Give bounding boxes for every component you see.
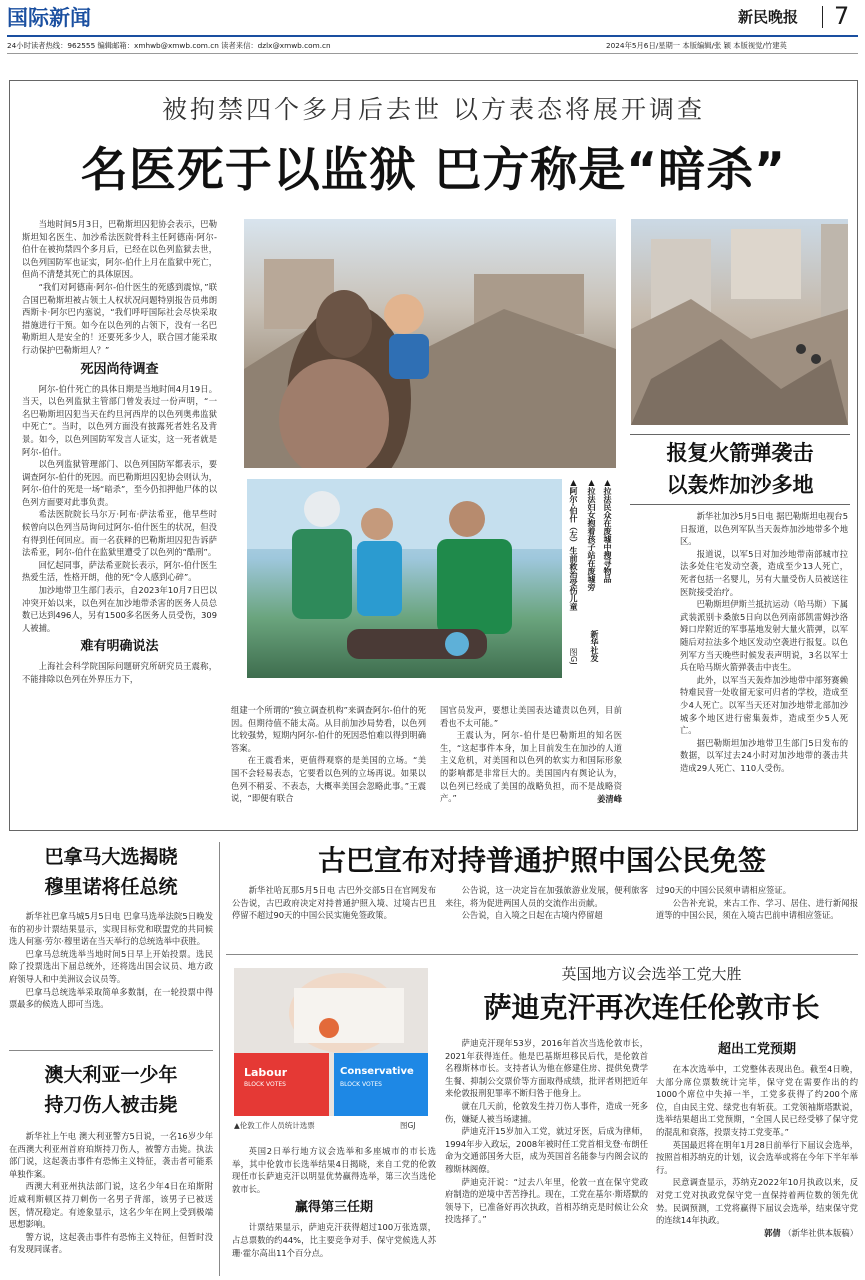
cuba-column-2 [445,884,648,944]
australia-headline-line-1: 澳大利亚一少年 [44,1064,178,1086]
photo-vote-illustration [234,968,428,1116]
ballot-labour-sub: BLOCK VOTES [244,1081,286,1088]
london-column-a [232,1145,436,1276]
london-column-c [656,1037,858,1276]
panama-headline [9,842,213,902]
photo-doctor-illustration [247,479,562,678]
cuba-para: 公告补充说，来古工作、学习、居住、进行新闻报道等的中国公民，须在入境古巴前申请相应签证。 [656,897,858,921]
page-divider [822,6,823,28]
london-para: 在本次选举中，工党整体表现出色。截至4日晚，大部分席位票数统计完毕，保守党在需要作出的约1000个席位中失掉一半，工党多获得了约200个席位，自由民主党、绿党也有斩获。工党领袖斯塔默说，选举结果超出工党预期，“全国人民已经受够了保守党的混乱和衰落，投票支持工党变革。” [656,1064,858,1137]
lead-para: 在王震看来，更值得观察的是美国的立场。“美国不会轻易表态，它要看以色列的立场再说。如果以色列不稍妥、不表态，大概率美国会忽略此事。”王震说，“即便有联合 [231,755,426,804]
london-author-name: 郭倩 [764,1227,781,1238]
rocket-bottom-rule [630,504,850,505]
subhead-no-clear-answer: 难有明确说法 [80,639,159,655]
australia-para: 新华社上午电 澳大利亚警方5日说，一名16岁少年在西澳大利亚州首府珀斯持刀伤人，被警方击毙。执法部门说，这起袭击事件有恐怖主义特征，袭击者可能系单独作案。 [9,1131,213,1179]
subhead-cause-of-death: 死因尚待调查 [80,361,159,377]
rocket-headline [630,437,850,501]
masthead-rule-thin [7,53,858,54]
australia-para: 警方说，这起袭击事件有恐怖主义特征，但暂时没有发现同谋者。 [9,1231,213,1255]
section-title: 国际新闻 [7,6,91,30]
panama-para: 巴拿马总统选举采取简单多数制，在一轮投票中得票最多的候选人即可当选。 [9,986,213,1010]
subhead-exceeds-expectation: 超出工党预期 [717,1042,796,1057]
london-column-b [445,1037,648,1276]
cuba-para: 公告说，自入境之日起在古境内停留超 [461,910,603,921]
london-para: 萨迪克汗15岁加入工党，就过牙医，后成为律师，1994年步入政坛，2008年被时任工党首相戈登·布朗任命为交通部国务大臣，成为英国首名能参与内阁会议的穆斯林阁僚。 [445,1126,648,1174]
lead-para: 王震认为，阿尔-伯什是巴勒斯坦的知名医生，“这起事件本身，加上目前发生在加沙的人道主义危机，对美国和以色列的软实力和国际形象的影响都是非常巨大的。美国国内有舆论认为，以色列已经成了美国的战略负担，而不是战略资产。” [440,730,622,804]
masthead-rule [7,35,858,37]
lead-para: 当地时间5月3日，巴勒斯坦囚犯协会表示，巴勒斯坦知名医生、加沙希法医院骨科主任阿德南·阿尔-伯什在被拘禁四个多月后，已经在以色列监狱去世，以色列国防军也证实，阿尔-伯什上月在监狱中死亡，但尚不清楚其死亡的具体原因。 [22,219,217,280]
lead-para: 回忆起同事，萨法希亚院长表示，阿尔-伯什医生热爱生活，性格开朗，他的死“令人感到心碎”。 [22,559,217,583]
london-para: 计票结果显示，萨迪克汗获得超过100万张选票，占总票数的约44%，比主要竞争对手、保守党候选人苏珊·霍尔高出11个百分点。 [232,1222,436,1258]
vertical-divider [219,842,220,1276]
caption-rafah-woman: ▲拉法妇女抱着孩子站在废墟旁 [587,478,596,591]
date-line: 2024年5月6日/星期一 本版编辑/张 颖 本版视觉/竹建英 [606,41,787,50]
rocket-para: 巴勒斯坦伊斯兰抵抗运动（哈马斯）下属武装派别卡桑旅5日向以色列南部凯雷姆沙洛姆口岸附近的军事基地发射大量火箭弹，以军随后对拉法多个地区发动空袭进行报复。以色列军方当天晚些时候发表声明说，3名以军士兵在哈马斯火箭弹袭击中丧生。 [680,599,848,673]
caption-rafah-search: ▲拉法民众在废墟中搜寻物品 [603,478,612,583]
left-divider [9,1050,213,1051]
lead-kicker: 被拘禁四个多月后去世 以方表态将展开调查 [162,95,705,124]
lead-para: 上海社会科学院国际问题研究所研究员王震称，不能排除以色列在外界压力下， [22,661,217,684]
australia-body [9,1130,213,1276]
hotline-line: 24小时读者热线：962555 编辑邮箱：xmhwb@xmwb.com.cn 读者来信：dzlx@xmwb.com.cn [7,41,331,50]
panama-para: 巴拿马总统选举当地时间5日早上开始投票。选民除了投票选出下届总统外，还将选出国会议员、地方政府领导人和中美洲议会议员等。 [9,948,213,984]
lead-para: 加沙地带卫生部门表示，自2023年10月7日巴以冲突开始以来，以色列在加沙地带杀害的医务人员总数已达到496人，另有1500多名医务人员受伤，309人被捕。 [22,585,217,633]
photo-rafah-illustration [244,219,616,468]
cuba-column-3 [656,884,858,944]
rocket-top-rule [630,434,850,435]
panama-para: 新华社巴拿马城5月5日电 巴拿马选举法院5日晚发布的初步计票结果显示，实现目标党和联盟党的共同候选人何塞·劳尔·穆里诺在当天举行的总统选举中获胜。 [9,911,213,947]
panama-body [9,910,213,1043]
photo-destroyed-buildings [631,219,848,425]
photo-doctor-treating-child [247,479,562,678]
lead-para: 希法医院院长马尔万·阿布·萨法希亚，他早些时候曾向以色列当局询问过阿尔-伯什医生的状况，但没有得到任何回应。而一名获释的巴勒斯坦囚犯告诉萨法希亚，阿尔-伯什在监狱里遭受了以色列的“酷刑”。 [22,509,217,558]
rocket-para: 报道说，以军5日对加沙地带南部城市拉法多处住宅发动空袭，造成至少13人死亡，死者包括一名婴儿，另有大量受伤人员被送往医院接受治疗。 [680,548,848,597]
cuba-para: 公告说，这一决定旨在加强旅游业发展，便利旅客来往，将为促进两国人员的交流作出贡献。 [445,885,648,908]
rocket-body [680,510,848,822]
rocket-para: 据巴勒斯坦加沙地带卫生部门5日发布的数据，以军过去24小时对加沙地带的袭击共造成29人死亡、110人受伤。 [680,737,848,773]
london-photo-caption: ▲伦敦工作人员统计选票 [234,1121,315,1130]
panama-headline-line-2: 穆里诺将任总统 [44,876,178,898]
australia-headline [9,1060,213,1120]
london-para: 英国2日举行地方议会选举和多座城市的市长选举，其中伦敦市长选举结果4日揭晓，来自工党的伦敦现任市长萨迪克汗以明显优势赢得选举，第三次当选伦敦市长。 [232,1146,436,1194]
ballot-cons-label: Conservative [340,1066,414,1077]
caption-rafah-search-credit: 新华社发 [590,630,599,662]
lead-column-2 [231,704,426,824]
london-kicker: 英国地方议会选举工党大胜 [561,965,742,983]
lead-para: 阿尔-伯什死亡的具体日期是当地时间4月19日。当天，以色列监狱主管部门曾发表过一份声明，“一名巴勒斯坦囚犯当天在约旦河西岸的以色列奥弗监狱中死亡”。当时，以色列方面没有披露死者姓名及背景。如今，以色列国防军发言人证实，这一死者就是阿尔-伯什。 [22,383,217,457]
lead-headline: 名医死于以监狱 巴方称是“暗杀” [80,143,787,198]
lead-column-3 [440,704,622,824]
caption-doctor-credit: 图GJ [569,648,578,665]
ballot-cons-sub: BLOCK VOTES [340,1081,382,1088]
masthead [0,0,865,58]
rocket-para: 此外，以军当天轰炸加沙地带中部努赛赖特难民营一处收留无家可归者的学校，造成至少4人死亡。以军当天还对加沙地带北部加沙城多个地区进行密集轰炸，造成至少5人死亡。 [680,674,848,736]
london-author [656,1227,858,1240]
lead-para: 组建一个所谓的“独立调查机构”来调查阿尔-伯什的死因。但期待值不能太高。从目前加沙局势看，以色列比较强势，短期内阿尔-伯什的死因恐怕难以得到明确答案。 [231,705,426,753]
lead-para: “我们对阿德南·阿尔-伯什医生的死感到震惊，”联合国巴勒斯坦被占领土人权状况问题特别报告员弗朗西斯卡·阿尔巴内塞说，“我们呼吁国际社会尽快采取措施进行干预。如今在以色列的占领下，没有一名巴勒斯坦人是安全的！还要死多少人，联合国才能采取行动保护巴勒斯坦人？” [22,281,217,355]
london-para: 英国最迟将在明年1月28日前举行下届议会选举，按照首相苏纳克的计划，议会选举或将在今年下半年举行。 [656,1139,858,1175]
cuba-para: 新华社哈瓦那5月5日电 古巴外交部5日在官网发布公告说，古巴政府决定对持普通护照入境、过境古巴且停留不超过90天的中国公民实施免签政策。 [232,885,436,921]
cuba-bottom-rule [226,954,858,955]
london-source: （新华社供本版稿） [783,1227,858,1238]
australia-para: 西澳大利亚州执法部门说，这名少年4日在珀斯附近威利斯顿区持刀刺伤一名男子背部，该男子已被送医，情况稳定。有迹象显示，这名少年在网上受到极端思想影响。 [9,1181,213,1230]
caption-doctor: ▲阿尔-伯什（左）生前救治受伤儿童 [569,478,578,611]
london-headline: 萨迪克汗再次连任伦敦市长 [483,991,820,1024]
australia-headline-line-2: 持刀伤人被击毙 [44,1094,178,1116]
page-number: 7 [834,2,850,30]
london-para: 萨迪克汗说：“过去八年里，伦敦一直在保守党政府制造的逆境中苦苦挣扎。现在，工党在基尔·斯塔默的领导下，已准备好再次执政，首相苏纳克是时候让公众投选择了。” [445,1176,648,1225]
rocket-headline-line-2: 以轰炸加沙多地 [666,473,814,497]
london-para: 就在几天前，伦敦发生持刀伤人事件，造成一死多伤，嫌疑人被当场逮捕。 [445,1100,648,1124]
london-para: 民意调查显示，苏纳克2022年10月执政以来，反对党工党对执政党保守党一直保持着两位数的领先优势。民调预测，工党将赢得下届议会选举，结束保守党的连续14年执政。 [656,1177,858,1226]
panama-headline-line-1: 巴拿马大选揭晓 [44,846,178,868]
lead-para: 以色列监狱管理部门、以色列国防军都表示，要调查阿尔-伯什的死因。而巴勒斯坦囚犯协会则认为，阿尔-伯什的死是一场“暗杀”，至今仍扣押他尸体的以色列方面要对此事负责。 [22,459,217,507]
photo-buildings-illustration [631,219,848,425]
rocket-headline-line-1: 报复火箭弹袭击 [666,441,814,465]
lead-column-1 [22,218,217,818]
cuba-column-1 [232,884,436,944]
london-para: 萨迪克汗现年53岁，2016年首次当选伦敦市长，2021年获得连任。他是巴基斯坦移民后代，是伦敦首名穆斯林市长。支持者认为他在修建住房、提供免费学生餐、抑制公交票价等方面取得成绩，批评者则把近年来伦敦报刑犯罪率不断归咎于他身上。 [445,1038,648,1099]
subhead-third-term: 赢得第三任期 [294,1200,373,1216]
ballot-labour-label: Labour [244,1066,288,1079]
lead-para: 国官员发声，要想让美国表达谴责以色列，目前看也不太可能。” [440,705,622,728]
lead-author: 姜清峰 [597,793,622,804]
rocket-para: 新华社加沙5月5日电 据巴勒斯坦电视台5日报道，以色列军队当天轰炸加沙地带多个地区。 [680,511,848,547]
paper-name: 新民晚报 [738,8,799,26]
photo-vote-counting [234,968,428,1116]
photo-rafah-woman-child [244,219,616,468]
cuba-para: 过90天的中国公民须申请相应签证。 [656,885,792,895]
london-photo-credit: 图GJ [400,1121,416,1130]
cuba-headline: 古巴宣布对持普通护照中国公民免签 [317,844,766,877]
